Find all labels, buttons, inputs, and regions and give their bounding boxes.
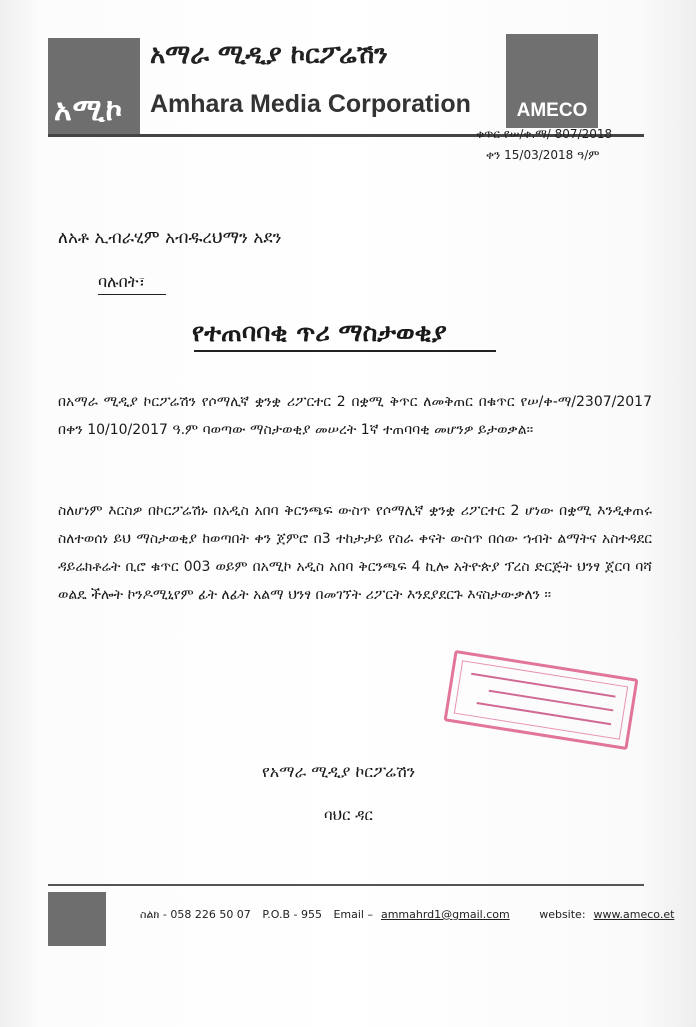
org-name-amharic: አማራ ሚዲያ ኮርፖሬሽን [150,40,388,70]
letter-date: ቀን 15/03/2018 ዓ/ም [486,148,600,162]
signature-organization: የአማራ ሚዲያ ኮርፖሬሽን [262,762,416,781]
logo-text: AMECO [516,100,588,121]
logo-text: አሚኮ [54,93,124,128]
recipient-name: ለአቶ ኢብራሂም አብዱረህማን አደን [58,228,282,248]
footer-email-link[interactable]: ammahrd1@gmail.com [380,908,510,921]
footer-website-label: website: [539,908,586,921]
stamp-mark [471,673,616,698]
address-location: ባሉበት፣ [98,272,146,291]
footer-website-link[interactable]: www.ameco.et [593,908,675,921]
footer-divider [48,884,644,886]
address-underline [98,294,166,295]
body-paragraph-2: ስለሆነም እርስዎ በኮርፖሬሽኑ በአዲስ አበባ ቅርንጫፍ ውስጥ የሶማሊኛ ቋንቋ ሪፖርተር 2 ሆነው በቋሚ እንዲቀጠሩ ስለተወሰነ ይህ ማስታወቂያ ከወጣበት ቀን ጀምሮ በ3 ተከታታይ የስራ ቀናት ውስጥ በሰው ኀብት ልማትና አስተዳደር ዳይሬክቶሬት ቢሮ ቁጥር 003 ወይም በአሚኮ አዲስ አበባ ቅርንጫፍ 4 ኪሎ አትዮጵያ ፕረስ ድርጅት ህንፃ ጀርባ ባሻ ወልዴ ችሎት ኮንዶሚኒየም ፊት ለፊት አልማ ህንፃ በመገኘት ሪፖርት እንደያደርጉ እናስታውቃለን ፡፡ [58,503,652,603]
footer-email-label: Email – [333,908,373,921]
org-name-english: Amhara Media Corporation [150,90,471,118]
subject-title: የተጠባባቂ ጥሪ ማስታወቂያ [192,318,447,347]
ameco-amharic-logo [48,38,140,134]
subject-underline [194,350,496,352]
footer-phone: ስልክ - 058 226 50 07 [140,908,251,921]
body-paragraph-1: በአማራ ሚዲያ ኮርፖሬሽን የሶማሊኛ ቋንቋ ሪፖርተር 2 በቋሚ ቅጥር ለመቅጠር በቁጥር የሠ/ቀ-ማ/2307/2017 በቀን 10/10/2017 ዓ.ም ባወጣው ማስታወቂያ መሠረት 1ኛ ተጠባባቂ መሆንዎ ይታወቃል፡፡ [58,394,652,438]
ameco-logo [506,34,598,128]
footer-logo [48,892,106,946]
reference-number: ቁጥር የሠ/ቀ.ማ/ 807/2018 [476,127,613,141]
footer-pobox: P.O.B - 955 [262,908,322,921]
signature-city: ባህር ዳር [324,806,373,824]
footer-contact [140,908,682,922]
